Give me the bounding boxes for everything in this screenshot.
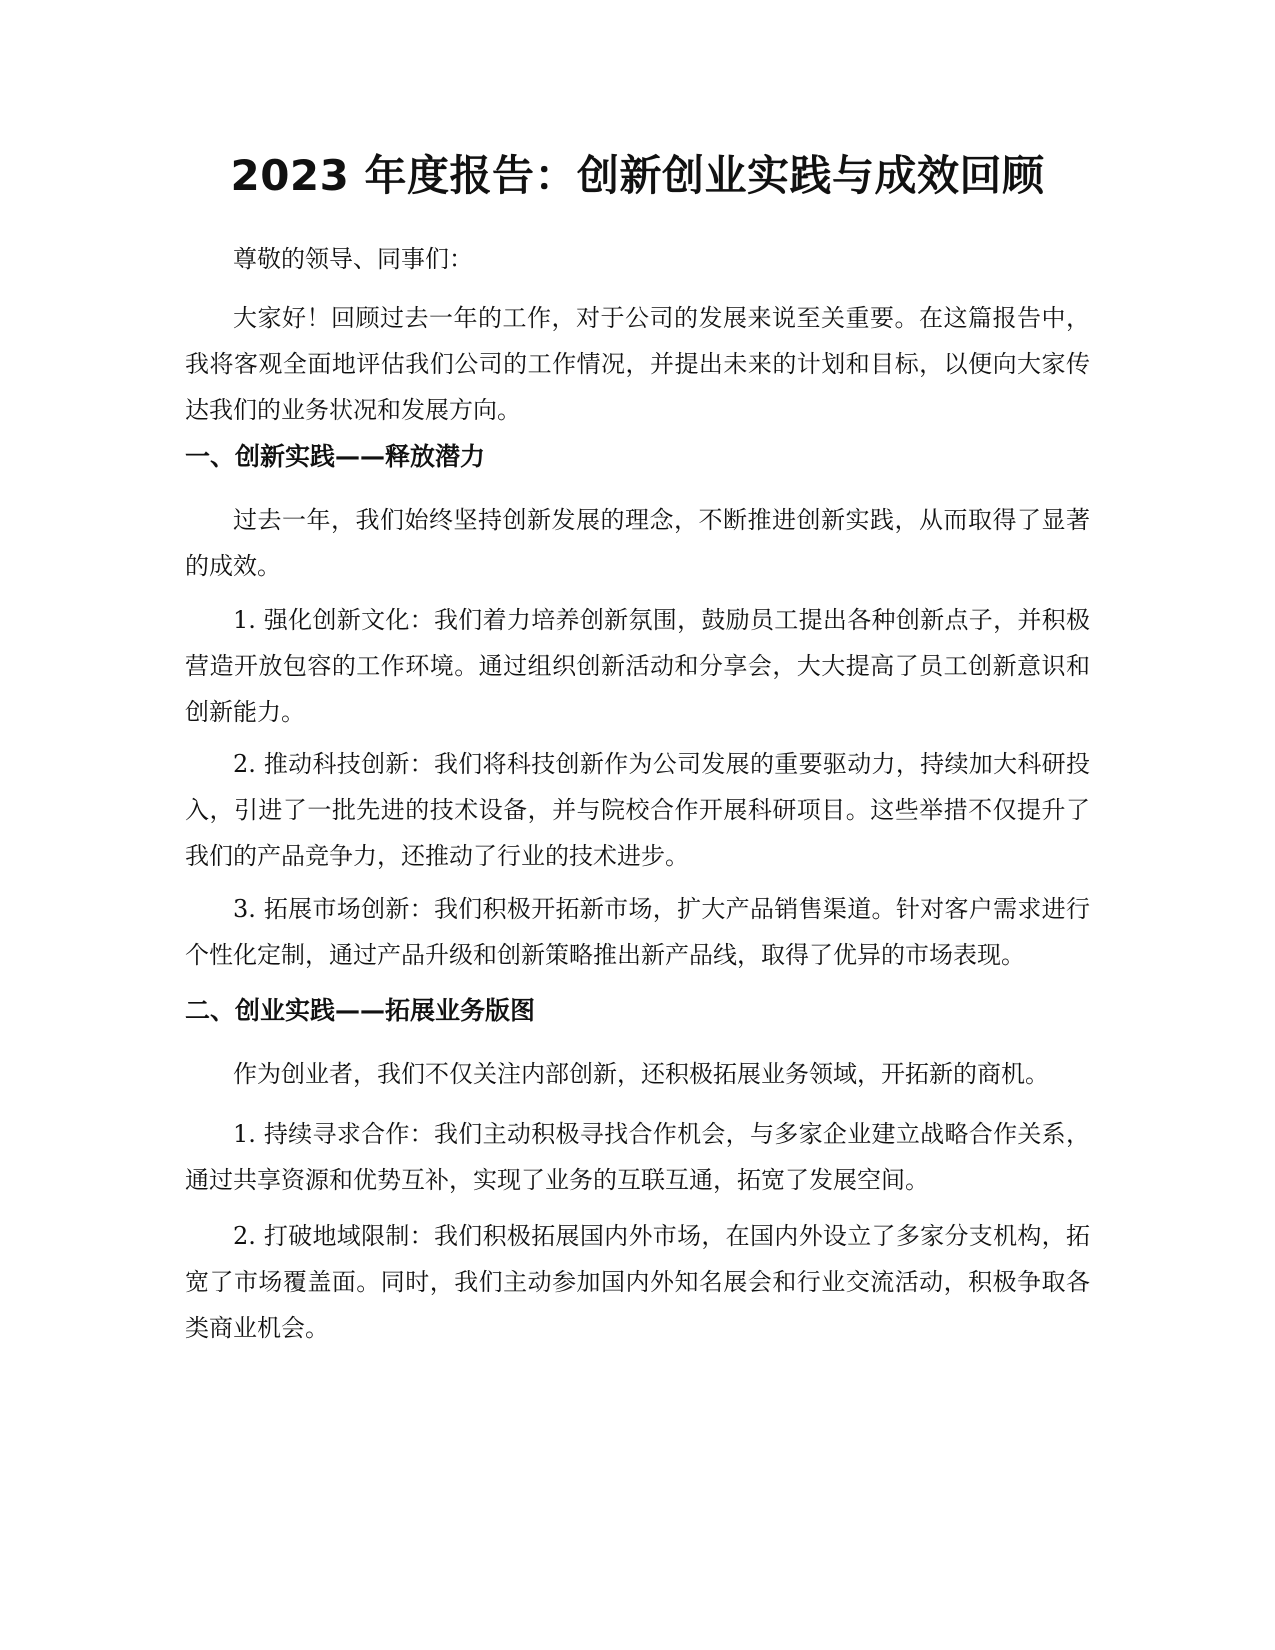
section-1-lead: 过去一年，我们始终坚持创新发展的理念，不断推进创新实践，从而取得了显著的成效。 [185,506,1090,580]
section-1-heading: 一、创新实践——释放潜力 [185,442,486,471]
section-1-item: 3. 拓展市场创新：我们积极开拓新市场，扩大产品销售渠道。针对客户需求进行个性化定制，通过产品升级和创新策略推出新产品线，取得了优异的市场表现。 [185,895,1090,969]
section-2-item: 1. 持续寻求合作：我们主动积极寻找合作机会，与多家企业建立战略合作关系，通过共享资源和优势互补，实现了业务的互联互通，拓宽了发展空间。 [185,1120,1090,1194]
section-2-heading: 二、创业实践——拓展业务版图 [185,996,536,1025]
section-1-item: 1. 强化创新文化：我们着力培养创新氛围，鼓励员工提出各种创新点子，并积极营造开放包容的工作环境。通过组织创新活动和分享会，大大提高了员工创新意识和创新能力。 [185,606,1090,726]
salutation: 尊敬的领导、同事们： [233,245,473,273]
document-title: 2023 年度报告：创新创业实践与成效回顾 [230,151,1045,200]
section-2-lead: 作为创业者，我们不仅关注内部创新，还积极拓展业务领域，开拓新的商机。 [233,1060,1049,1088]
section-1-item: 2. 推动科技创新：我们将科技创新作为公司发展的重要驱动力，持续加大科研投入，引进了一批先进的技术设备，并与院校合作开展科研项目。这些举措不仅提升了我们的产品竞争力，还推动了行业的技术进步。 [185,750,1090,870]
intro-paragraph: 大家好！回顾过去一年的工作，对于公司的发展来说至关重要。在这篇报告中，我将客观全面地评估我们公司的工作情况，并提出未来的计划和目标，以便向大家传达我们的业务状况和发展方向。 [185,304,1090,424]
section-2-item: 2. 打破地域限制：我们积极拓展国内外市场，在国内外设立了多家分支机构，拓宽了市场覆盖面。同时，我们主动参加国内外知名展会和行业交流活动，积极争取各类商业机会。 [185,1222,1090,1342]
